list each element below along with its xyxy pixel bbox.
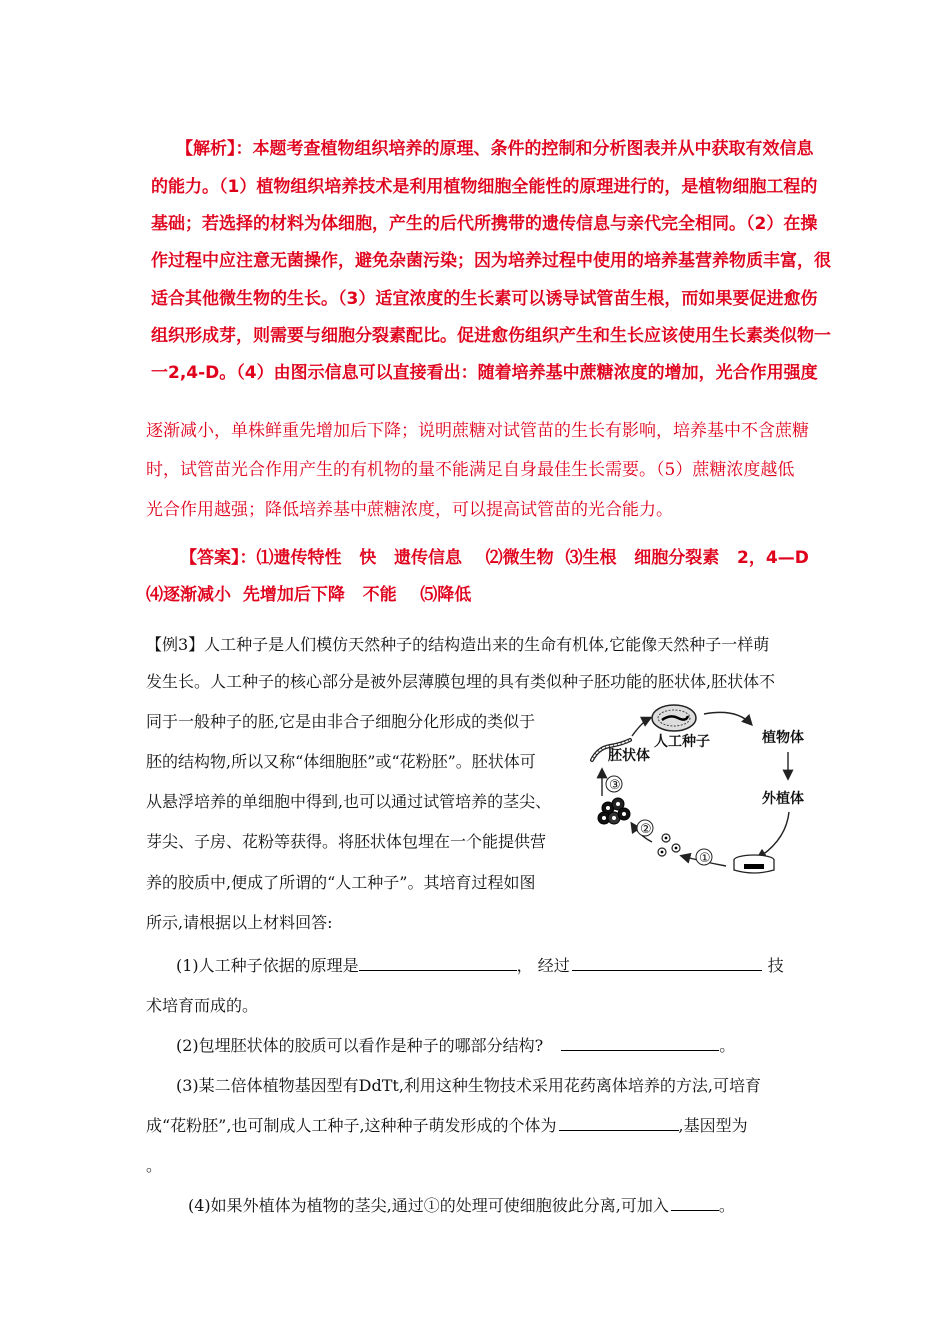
question-2-text-b: 。 <box>719 1036 736 1055</box>
analysis-line-1: 【解析】：本题考查植物组织培养的原理、条件的控制和分析图表并从中获取有效信息 <box>176 139 814 159</box>
example-line-4: 胚的结构物,所以又称“体细胞胚”或“花粉胚”。胚状体可 <box>146 752 536 771</box>
question-3-text-c: ,基因型为 <box>678 1116 748 1135</box>
analysis-line-8: 逐渐减小，单株鲜重先增加后下降；说明蔗糖对试管苗的生长有影响，培养基中不含蔗糖 <box>146 421 809 441</box>
answer-blank-2[interactable] <box>572 969 762 971</box>
arrow-seed-to-plant <box>704 712 751 724</box>
question-3-line-3: 。 <box>146 1156 163 1175</box>
question-3-line-2 <box>146 1113 748 1136</box>
analysis-line-5: 适合其他微生物的生长。（3）适宜浓度的生长素可以诱导试管苗生根，而如果要促进愈伤 <box>151 289 818 309</box>
artificial-seed-icon <box>652 705 696 731</box>
analysis-line-6: 组织形成芽，则需要与细胞分裂素配比。促进愈伤组织产生和生长应该使用生长素类似物一 <box>151 326 831 346</box>
label-plant: 植物体 <box>762 730 804 746</box>
analysis-line-10: 光合作用越强；降低培养基中蔗糖浓度，可以提高试管苗的光合能力。 <box>146 500 673 520</box>
example-line-6: 芽尖、子房、花粉等获得。将胚状体包埋在一个能提供营 <box>146 832 547 851</box>
question-4-text-b: 。 <box>718 1196 735 1215</box>
question-2 <box>176 1033 735 1056</box>
answer-line-2: ⑷逐渐减小 先增加后下降 不能 ⑸降低 <box>146 585 472 605</box>
answer-blank-1[interactable] <box>359 969 517 971</box>
question-1-text-a: (1)人工种子依据的原理是 <box>176 956 359 975</box>
petri-dish-icon <box>734 855 774 873</box>
analysis-line-9: 时，试管苗光合作用产生的有机物的量不能满足自身最佳生长需要。（5）蔗糖浓度越低 <box>146 460 795 480</box>
question-1 <box>176 953 784 976</box>
analysis-line-3: 基础；若选择的材料为体细胞，产生的后代所携带的遗传信息与亲代完全相同。（2）在操 <box>151 214 818 234</box>
label-artificial-seed: 人工种子 <box>654 734 710 750</box>
step-3-marker: ③ <box>609 778 621 793</box>
question-1-text-b: ， 经过 <box>516 956 570 975</box>
label-explant: 外植体 <box>762 791 804 807</box>
cell-cluster-icon <box>598 798 630 824</box>
analysis-line-7: 一2,4-D。（4）由图示信息可以直接看出：随着培养基中蔗糖浓度的增加，光合作用强度 <box>151 363 818 383</box>
question-1-cont: 术培育而成的。 <box>146 996 259 1015</box>
answer-blank-5[interactable] <box>671 1209 719 1211</box>
answer-line-1: 【答案】：⑴遗传特性 快 遗传信息 ⑵微生物 ⑶生根 细胞分裂素 2，4—D <box>180 548 809 568</box>
analysis-line-4: 作过程中应注意无菌操作，避免杂菌污染；因为培养过程中使用的培养基营养物质丰富，很 <box>151 251 831 271</box>
arrow-embryoid-to-seed <box>632 718 650 736</box>
question-4 <box>188 1193 735 1216</box>
analysis-line-2: 的能力。（1）植物组织培养技术是利用植物细胞全能性的原理进行的，是植物细胞工程的 <box>151 177 818 197</box>
question-4-text-a: (4)如果外植体为植物的茎尖,通过①的处理可使细胞彼此分离,可加入 <box>188 1196 669 1215</box>
step-1-marker: ① <box>699 851 711 866</box>
answer-blank-3[interactable] <box>561 1049 719 1051</box>
example-line-2: 发生长。人工种子的核心部分是被外层薄膜包埋的具有类似种子胚功能的胚状体,胚状体不 <box>146 672 776 691</box>
question-1-text-c: 技 <box>767 956 784 975</box>
arrow-explant-to-dish <box>758 812 789 858</box>
question-3-line-1: (3)某二倍体植物基因型有DdTt,利用这种生物技术采用花药离体培养的方法,可培育 <box>176 1076 762 1095</box>
label-embryoid: 胚状体 <box>608 748 650 764</box>
example-line-5: 从悬浮培养的单细胞中得到,也可以通过试管培养的茎尖、 <box>146 792 552 811</box>
single-cells-icon <box>658 834 680 856</box>
step-2-marker: ② <box>640 822 652 837</box>
example-line-1: 【例3】人工种子是人们模仿天然种子的结构造出来的生命有机体,它能像天然种子一样萌 <box>146 635 770 654</box>
answer-blank-4[interactable] <box>559 1129 679 1131</box>
question-2-text-a: (2)包埋胚状体的胶质可以看作是种子的哪部分结构? <box>176 1036 544 1055</box>
example-line-7: 养的胶质中,便成了所谓的“人工种子”。其培育过程如图 <box>146 873 536 892</box>
example-line-8: 所示,请根据以上材料回答: <box>146 913 333 932</box>
question-3-text-b: 成“花粉胚”,也可制成人工种子,这种种子萌发形成的个体为 <box>146 1116 557 1135</box>
artificial-seed-diagram <box>586 700 826 885</box>
example-line-3: 同于一般种子的胚,它是由非合子细胞分化形成的类似于 <box>146 712 536 731</box>
